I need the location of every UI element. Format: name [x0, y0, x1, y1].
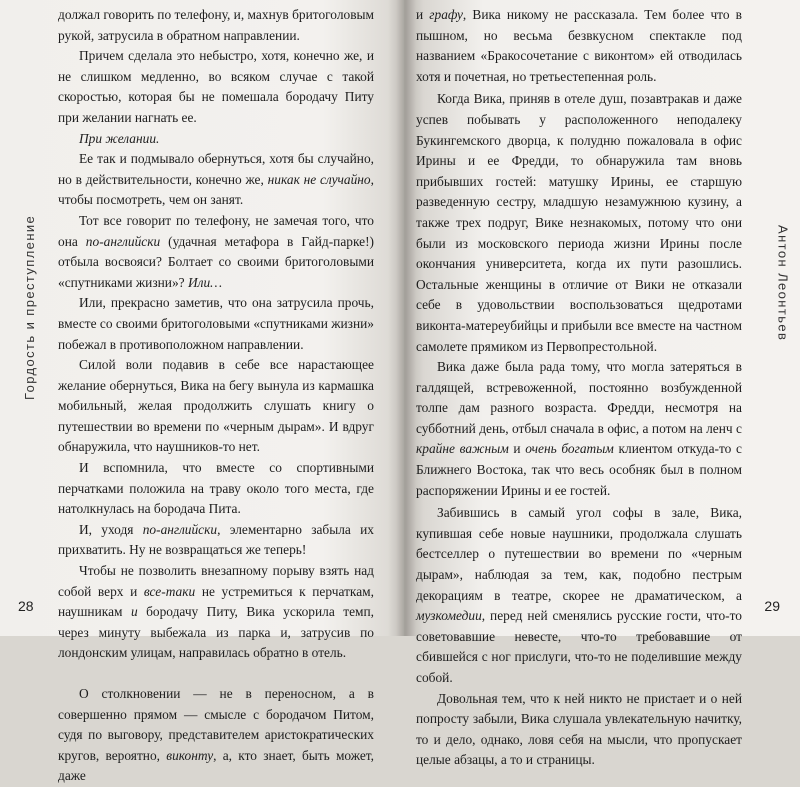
text-run: Причем сделала это небыстро, хотя, конечно же, и не слишком медленно, во всяком случае с такой скоростью, которая бы не помешала бородачу Питу при желании нагнать ее.	[58, 48, 374, 125]
emphasis-text: все-таки	[143, 583, 196, 599]
emphasis-text: и	[130, 604, 138, 620]
text-run: и	[416, 7, 430, 22]
paragraph	[58, 293, 374, 355]
text-run: , чтобы посмотреть, чем он занят.	[58, 171, 374, 208]
running-title-right: Антон Леонтьев	[775, 225, 790, 342]
text-run: и	[508, 441, 526, 457]
text-run: Тот все говорит по телефону, не замечая того, что она	[58, 212, 374, 249]
emphasis-text: крайне важным	[416, 441, 509, 457]
paragraph	[58, 149, 374, 211]
emphasis-text: по-английски	[85, 233, 161, 249]
paragraph	[416, 89, 742, 357]
paragraph	[58, 5, 374, 46]
text-run: бородачу Питу, Вика ускорила темп, через минуту выбежала из парка и, затрусив по лондонским улицам, направилась обратно в отель.	[58, 604, 374, 661]
text-run: Довольная тем, что к ней никто не пристает и о ней попросту забыли, Вика слушала увлекательную начитку, то и дело, однако, ловя себя на мысли, что пропускает целые абзацы, а то и страницы.	[416, 690, 742, 768]
text-run: Чтобы не позволить внезапному порыву взять над собой верх и	[58, 563, 374, 599]
text-run: Вика даже была рада тому, что могла затеряться в галдящей, встревоженной, постоянно возбужденной толпе дам разного возраста. Фредди, несмотря на субботний день, отбыл сначала в офис, а потом на ленч с	[416, 359, 742, 436]
paragraph	[58, 520, 374, 561]
left-page-text	[58, 5, 374, 787]
emphasis-text: очень богатым	[525, 441, 614, 457]
running-title-left: Гордость и преступление	[22, 214, 37, 400]
paragraph	[416, 5, 742, 87]
text-run: Когда Вика, приняв в отеле душ, позавтракав и даже успев побывать у расположенного неподалеку Букингемского дворца, к полудню пожаловала в офис Ирины и ее Фредди, то обнаружила там вновь прибывших гостей: матушку Ирины, ее старшую разведенную сестру, младшую незамужнюю кузину, а также трех подруг, Вике незнакомых, потому что они были из московского периода жизни Ирины после окончания университета, когда их пути разошлись. Остальные женщины в отличие от Вики не отказали себе в удовольствии воспользоваться щедротами виконта-матереубийцы и прибыли все вместе на частном самолете прямиком из Первопрестольной.	[416, 91, 742, 354]
paragraph	[58, 129, 374, 150]
book-gutter-shadow	[396, 0, 416, 636]
text-run: должал говорить по телефону, и, махнув бритоголовым рукой, затрусила в обратном направлении.	[58, 7, 374, 43]
text-run: клиентом откуда-то с Ближнего Востока, так что весь особняк был в полном распоряжении Ирины и ее гостей.	[416, 441, 742, 498]
paragraph	[416, 689, 742, 771]
paragraph	[58, 561, 374, 664]
right-page-text	[416, 5, 742, 771]
text-run: Или, прекрасно заметив, что она затрусила прочь, вместе со своими бритоголовыми «спутниками жизни» побежал в противоположном направлении.	[58, 295, 374, 352]
paragraph	[416, 503, 742, 688]
text-run: Силой воли подавив в себе все нарастающее желание обернуться, Вика на бегу вынула из кармашка мобильный, желая продолжить слушать книгу о путешествии во времени по «черным дырам». И вдруг обнаружила, что наушников-то нет.	[58, 357, 374, 455]
emphasis-text: виконту	[166, 747, 214, 763]
paragraph	[58, 684, 374, 787]
text-run: И, уходя	[79, 521, 143, 537]
emphasis-text: никак не случайно	[267, 171, 371, 187]
text-run: И вспомнила, что вместе со спортивными перчатками положила на траву около того места, где натолкнулась на бородача Пита.	[58, 460, 374, 517]
emphasis-text: по-английски	[142, 521, 218, 537]
text-run: , элементарно забыла их прихватить. Ну не возвращаться же теперь!	[58, 521, 375, 558]
text-run: (удачная метафора в Гайд-парке!) отбыла восвояси? Болтает со своими бритоголовыми «спутниками жизни»?	[58, 233, 374, 290]
text-run: Ее так и подмывало обернуться, хотя бы случайно, но в действительности, конечно же,	[58, 151, 374, 187]
paragraph	[58, 46, 374, 128]
text-run: Забившись в самый угол софы в зале, Вика, купившая себе новые наушники, продолжала слушать бестселлер о путешествии во времени по «черным дырам», наблюдая за тем, как, подобно пестрым декорациям в театре, скорее не драматическом, а	[416, 505, 742, 603]
paragraph	[58, 211, 374, 293]
text-run: не устремиться к перчаткам, наушникам	[58, 583, 374, 620]
right-page	[404, 0, 800, 768]
emphasis-text: музкомедии	[416, 608, 482, 624]
paragraph	[416, 357, 742, 501]
paragraph	[58, 355, 374, 458]
emphasis-text: Или…	[187, 274, 223, 290]
page-number-right: 29	[764, 598, 780, 614]
text-run: , а, кто знает, быть может, даже	[58, 747, 375, 784]
page-number-left: 28	[18, 598, 34, 614]
text-run: О столкновении — не в переносном, а в совершенно прямом — смысле с бородачом Питом, судя по выговору, представителем аристократических кругов, вероятно,	[58, 686, 374, 763]
paragraph	[58, 458, 374, 520]
emphasis-text: графу	[429, 7, 463, 22]
emphasis-text: При желании.	[79, 130, 160, 146]
text-run: , перед ней сменялись русские гости, что-то советовавшие невесте, что-то требовавшие от сбившейся с ног прислуги, что-то не поделившие между собой.	[416, 608, 742, 685]
text-run: , Вика никому не рассказала. Тем более что в пышном, но весьма безвкусном спектакле под названием «Бракосочетание с виконтом» ей отводилась хотя и почетная, но третьестепенная роль.	[416, 7, 743, 84]
